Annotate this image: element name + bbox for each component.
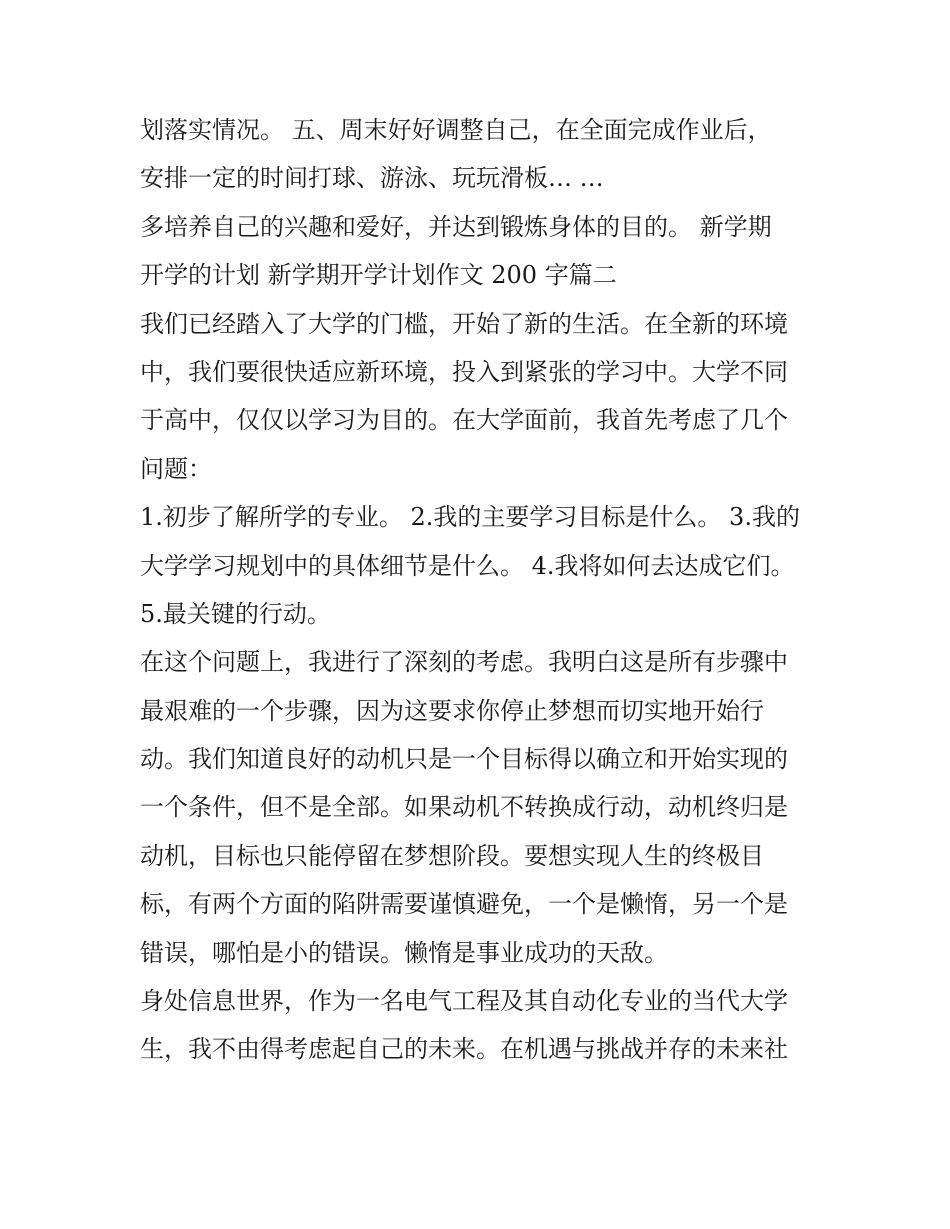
text-line: 动。我们知道良好的动机只是一个目标得以确立和开始实现的 bbox=[140, 745, 788, 774]
text-line: 最艰难的一个步骤，因为这要求你停止梦想而切实地开始行 bbox=[140, 696, 764, 725]
text-line: 5.最关键的行动。 bbox=[140, 599, 331, 628]
text-line: 错误，哪怕是小的错误。懒惰是事业成功的天敌。 bbox=[140, 938, 668, 967]
text-line: 标，有两个方面的陷阱需要谨慎避免，一个是懒惰，另一个是 bbox=[140, 890, 788, 919]
text-line: 划落实情况。 五、周末好好调整自己，在全面完成作业后， bbox=[140, 116, 772, 144]
text-line: 一个条件，但不是全部。如果动机不转换成行动，动机终归是 bbox=[140, 793, 788, 822]
text-line: 在这个问题上，我进行了深刻的考虑。我明白这是所有步骤中 bbox=[140, 648, 788, 677]
text-line: 大学学习规划中的具体细节是什么。 4.我将如何去达成它们。 bbox=[140, 551, 795, 580]
text-line: 开学的计划 新学期开学计划作文 200 字篇二 bbox=[140, 261, 617, 290]
text-line: 动机，目标也只能停留在梦想阶段。要想实现人生的终极目 bbox=[140, 841, 764, 870]
text-line: 安排一定的时间打球、游泳、玩玩滑板… … bbox=[140, 164, 604, 193]
text-line: 生，我不由得考虑起自己的未来。在机遇与挑战并存的未来社 bbox=[140, 1035, 788, 1064]
text-line: 中，我们要很快适应新环境，投入到紧张的学习中。大学不同 bbox=[140, 357, 788, 386]
text-line: 1.初步了解所学的专业。 2.我的主要学习目标是什么。 3.我的 bbox=[140, 503, 800, 532]
text-line: 我们已经踏入了大学的门槛，开始了新的生活。在全新的环境 bbox=[140, 309, 788, 338]
text-line: 问题： bbox=[140, 454, 212, 483]
document-text bbox=[140, 106, 820, 1074]
text-line: 多培养自己的兴趣和爱好，并达到锻炼身体的目的。 新学期 bbox=[140, 212, 772, 241]
text-line: 于高中，仅仅以学习为目的。在大学面前，我首先考虑了几个 bbox=[140, 406, 788, 435]
text-line: 身处信息世界，作为一名电气工程及其自动化专业的当代大学 bbox=[140, 987, 788, 1016]
